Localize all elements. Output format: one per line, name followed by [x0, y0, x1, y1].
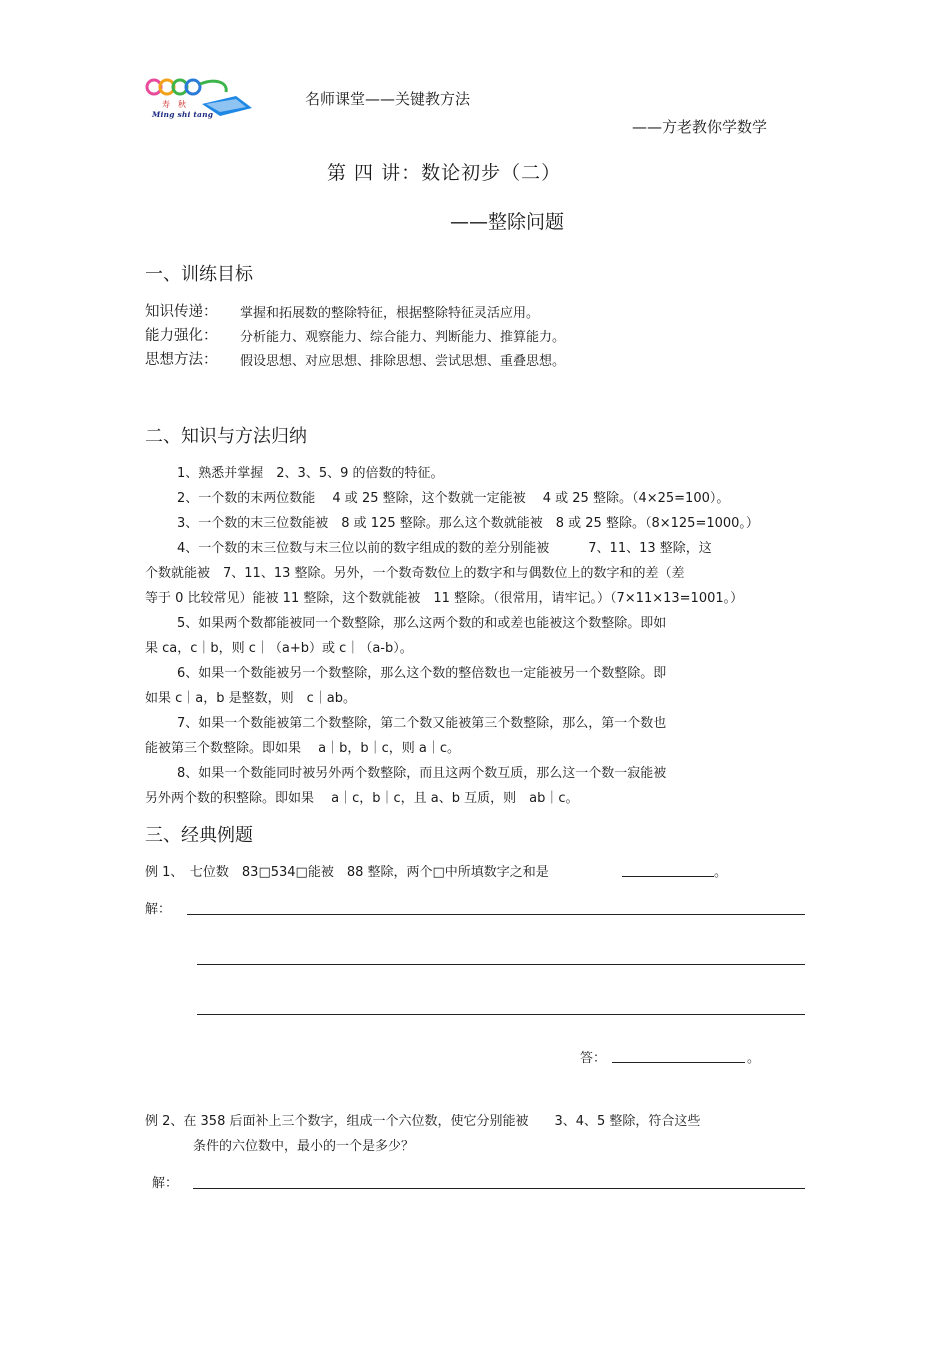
knowledge-line: 3、一个数的末三位数能被 8 或 125 整除。那么这个数就能被 8 或 25 整除。（8×125=1000。）: [177, 516, 759, 531]
knowledge-line: 2、一个数的末两位数能 4 或 25 整除，这个数就一定能被 4 或 25 整除。（4×25=100）。: [177, 491, 730, 506]
goal-label-thinking: 思想方法：: [145, 352, 218, 368]
answer-label: 答：: [580, 1051, 607, 1066]
solution-line[interactable]: [197, 1014, 805, 1015]
example1-jie-label: 解：: [145, 902, 172, 917]
knowledge-line: 7、如果一个数能被第二个数整除，第二个数又能被第三个数整除，那么，第一个数也: [177, 716, 667, 731]
solution-line[interactable]: [197, 964, 805, 965]
goal-label-ability: 能力强化：: [145, 328, 218, 344]
goal-label-knowledge: 知识传递：: [145, 304, 218, 320]
knowledge-line: 8、如果一个数能同时被另外两个数整除，而且这两个数互质，那么这一个数一寂能被: [177, 766, 667, 781]
header-line1: 名师课堂——关键教方法: [305, 90, 471, 108]
answer-end: 。: [747, 1051, 761, 1066]
knowledge-line: 如果 c｜a，b 是整数，则 c｜ab。: [145, 691, 356, 706]
page-title: 第 四 讲：数论初步（二）: [327, 162, 562, 184]
knowledge-line: 1、熟悉并掌握 2、3、5、9 的倍数的特征。: [177, 466, 444, 481]
example1-text: 例 1、 七位数 83□534□能被 88 整除，两个□中所填数字之和是: [145, 865, 549, 880]
goal-text-thinking: 假设思想、对应思想、排除思想、尝试思想、重叠思想。: [240, 354, 566, 369]
knowledge-line: 能被第三个数整除。即如果 a｜b，b｜c，则 a｜c。: [145, 741, 460, 756]
solution-line[interactable]: [187, 914, 805, 915]
knowledge-line: 另外两个数的积整除。即如果 a｜c，b｜c，且 a、b 互质，则 ab｜c。: [145, 791, 579, 806]
knowledge-line: 6、如果一个数能被另一个数整除，那么这个数的整倍数也一定能被另一个数整除。即: [177, 666, 667, 681]
section2-heading: 二、知识与方法归纳: [145, 426, 307, 447]
example1-end: 。: [714, 865, 728, 880]
goal-text-ability: 分析能力、观察能力、综合能力、判断能力、推算能力。: [240, 330, 566, 345]
example2-jie-label: 解：: [152, 1176, 179, 1191]
page-subtitle: ——整除问题: [450, 211, 565, 233]
header-line2: ——方老教你学数学: [632, 118, 768, 136]
example1-blank[interactable]: [622, 876, 714, 877]
example2-line1: 例 2、在 358 后面补上三个数字，组成一个六位数，使它分别能被 3、4、5 整除，符合这些: [145, 1114, 701, 1129]
section3-heading: 三、经典例题: [145, 825, 253, 846]
answer-blank[interactable]: [612, 1062, 745, 1063]
knowledge-line: 等于 0 比较常见）能被 11 整除，这个数就能被 11 整除。（很常用，请牢记。）（7×11×13=1001。）: [145, 591, 744, 606]
knowledge-line: 5、如果两个数都能被同一个数整除，那么这两个数的和或差也能被这个数整除。即如: [177, 616, 667, 631]
solution-line[interactable]: [193, 1188, 805, 1189]
goal-text-knowledge: 掌握和拓展数的整除特征，根据整除特征灵活应用。: [240, 306, 540, 321]
section1-heading: 一、训练目标: [145, 264, 253, 285]
example2-line2: 条件的六位数中，最小的一个是多少？: [193, 1139, 415, 1154]
knowledge-line: 4、一个数的末三位数与末三位以前的数字组成的数的差分别能被 7、11、13 整除，这: [177, 541, 712, 556]
svg-text:寿 秋: 寿 秋: [162, 100, 186, 109]
knowledge-line: 个数就能被 7、11、13 整除。另外，一个数奇数位上的数字和与偶数位上的数字和的差（差: [145, 566, 685, 581]
logo-text: Ming shi tang: [152, 110, 214, 119]
logo: [140, 74, 255, 124]
knowledge-line: 果 ca，c｜b，则 c｜（a+b）或 c｜（a-b）。: [145, 641, 413, 656]
